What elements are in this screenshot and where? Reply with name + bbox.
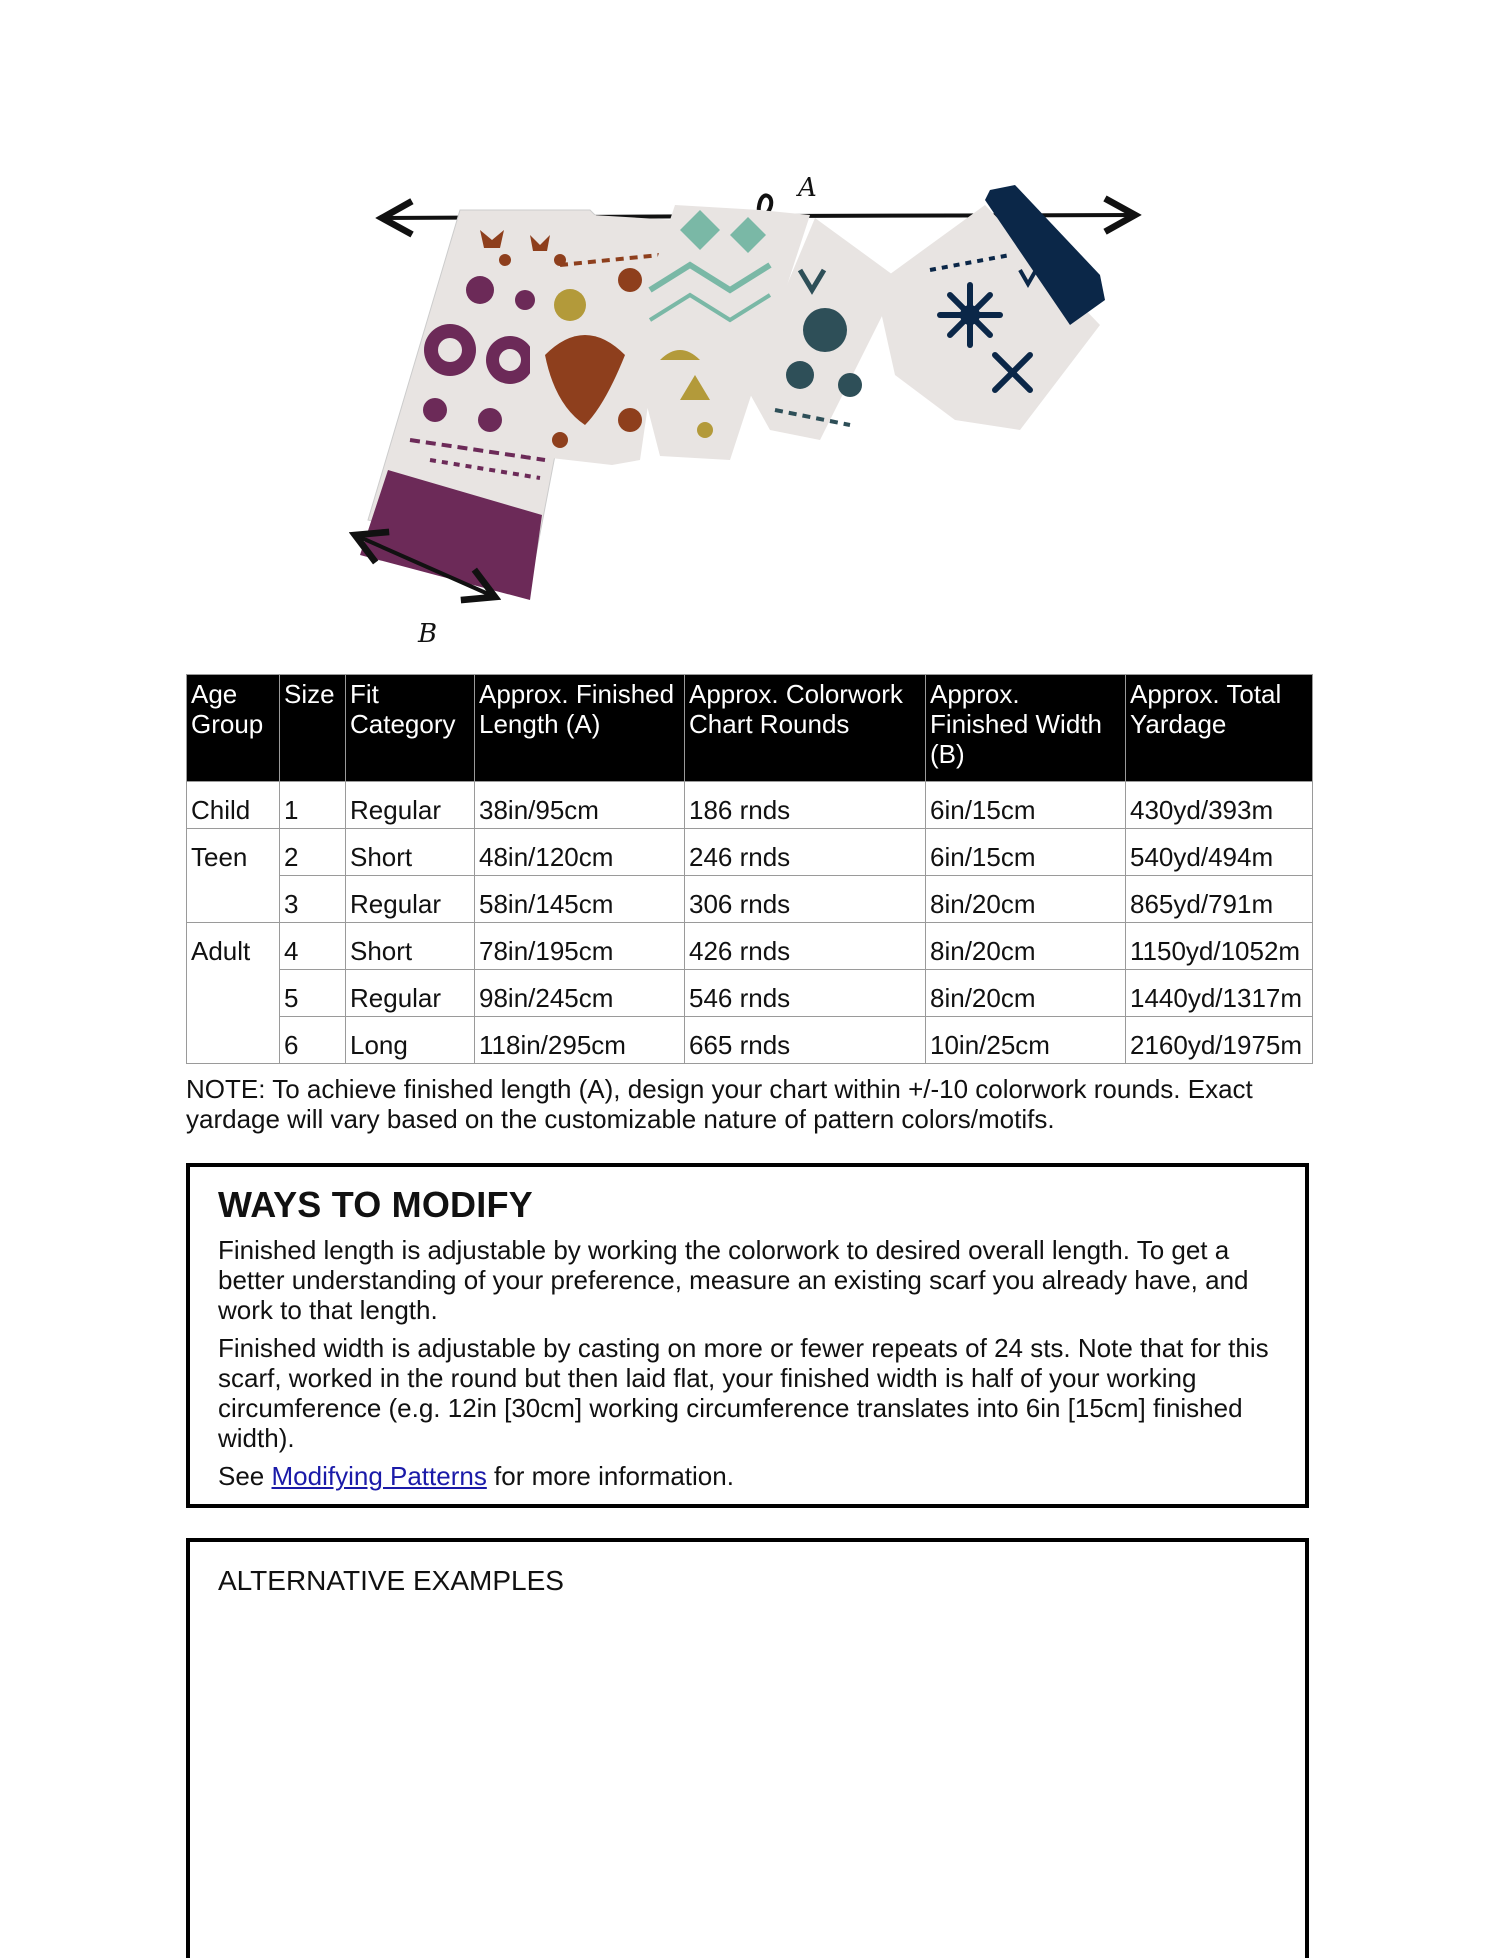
cell-yardage: 1150yd/1052m (1126, 923, 1313, 970)
cell-rounds: 546 rnds (685, 970, 926, 1017)
cell-length: 118in/295cm (475, 1017, 685, 1064)
ways-to-modify-box (186, 1163, 1309, 1508)
see-suffix: for more information. (486, 1461, 734, 1491)
table-row (187, 829, 1313, 876)
size-table (186, 674, 1313, 1064)
cell-rounds: 306 rnds (685, 876, 926, 923)
cell-age-group: Child (187, 782, 280, 829)
table-row (187, 970, 1313, 1017)
scarf-illustration (330, 160, 1180, 670)
cell-size: 6 (280, 1017, 346, 1064)
table-header-row (187, 675, 1313, 782)
cell-age-group: Teen (187, 829, 280, 923)
cell-length: 98in/245cm (475, 970, 685, 1017)
cell-age-group: Adult (187, 923, 280, 1064)
cell-yardage: 865yd/791m (1126, 876, 1313, 923)
cell-width: 8in/20cm (926, 970, 1126, 1017)
header-finished-width: Approx. Finished Width (B) (926, 675, 1126, 782)
cell-length: 78in/195cm (475, 923, 685, 970)
sizing-note: NOTE: To achieve finished length (A), design your chart within +/-10 colorwork rounds. Exact yardage will vary based on the customizable nature of pattern colors/motifs. (186, 1074, 1253, 1134)
cell-size: 5 (280, 970, 346, 1017)
table-row (187, 782, 1313, 829)
cell-fit: Short (346, 923, 475, 970)
cell-length: 58in/145cm (475, 876, 685, 923)
cell-yardage: 540yd/494m (1126, 829, 1313, 876)
cell-fit: Short (346, 829, 475, 876)
cell-fit: Regular (346, 876, 475, 923)
cell-size: 1 (280, 782, 346, 829)
header-finished-length: Approx. Finished Length (A) (475, 675, 685, 782)
see-prefix: See (218, 1461, 272, 1491)
table-row (187, 923, 1313, 970)
length-paragraph: Finished length is adjustable by working the colorwork to desired overall length. To get a better understanding of your preference, measure an existing scarf you already have, and work to that length. (218, 1235, 1249, 1325)
label-a: A (798, 173, 817, 203)
scarf-panel-navy (875, 185, 1105, 430)
cell-rounds: 426 rnds (685, 923, 926, 970)
cell-fit: Long (346, 1017, 475, 1064)
cell-yardage: 1440yd/1317m (1126, 970, 1313, 1017)
cell-width: 10in/25cm (926, 1017, 1126, 1064)
cell-size: 2 (280, 829, 346, 876)
cell-fit: Regular (346, 970, 475, 1017)
see-more-paragraph (218, 1461, 1277, 1491)
cell-rounds: 246 rnds (685, 829, 926, 876)
header-chart-rounds: Approx. Colorwork Chart Rounds (685, 675, 926, 782)
ways-to-modify-title: WAYS TO MODIFY (218, 1184, 533, 1225)
cell-width: 6in/15cm (926, 829, 1126, 876)
label-b: B (418, 619, 438, 649)
header-total-yardage: Approx. Total Yardage (1126, 675, 1313, 782)
cell-rounds: 186 rnds (685, 782, 926, 829)
cell-width: 6in/15cm (926, 782, 1126, 829)
cell-length: 38in/95cm (475, 782, 685, 829)
width-paragraph: Finished width is adjustable by casting on more or fewer repeats of 24 sts. Note that for this scarf, worked in the round but then laid flat, your finished width is half of your working circumference (e.g. 12in [30cm] working circumference translates into 6in [15cm] finished width). (218, 1333, 1269, 1453)
cell-size: 4 (280, 923, 346, 970)
modifying-patterns-link[interactable]: Modifying Patterns (271, 1461, 487, 1491)
header-fit-category: Fit Category (346, 675, 475, 782)
alternative-examples-box (186, 1538, 1309, 1958)
cell-width: 8in/20cm (926, 876, 1126, 923)
cell-rounds: 665 rnds (685, 1017, 926, 1064)
header-age-group: Age Group (187, 675, 280, 782)
table-row (187, 1017, 1313, 1064)
cell-yardage: 430yd/393m (1126, 782, 1313, 829)
cell-yardage: 2160yd/1975m (1126, 1017, 1313, 1064)
alternative-examples-title: ALTERNATIVE EXAMPLES (218, 1565, 564, 1596)
header-size: Size (280, 675, 346, 782)
cell-size: 3 (280, 876, 346, 923)
cell-length: 48in/120cm (475, 829, 685, 876)
table-row (187, 876, 1313, 923)
cell-fit: Regular (346, 782, 475, 829)
cell-width: 8in/20cm (926, 923, 1126, 970)
